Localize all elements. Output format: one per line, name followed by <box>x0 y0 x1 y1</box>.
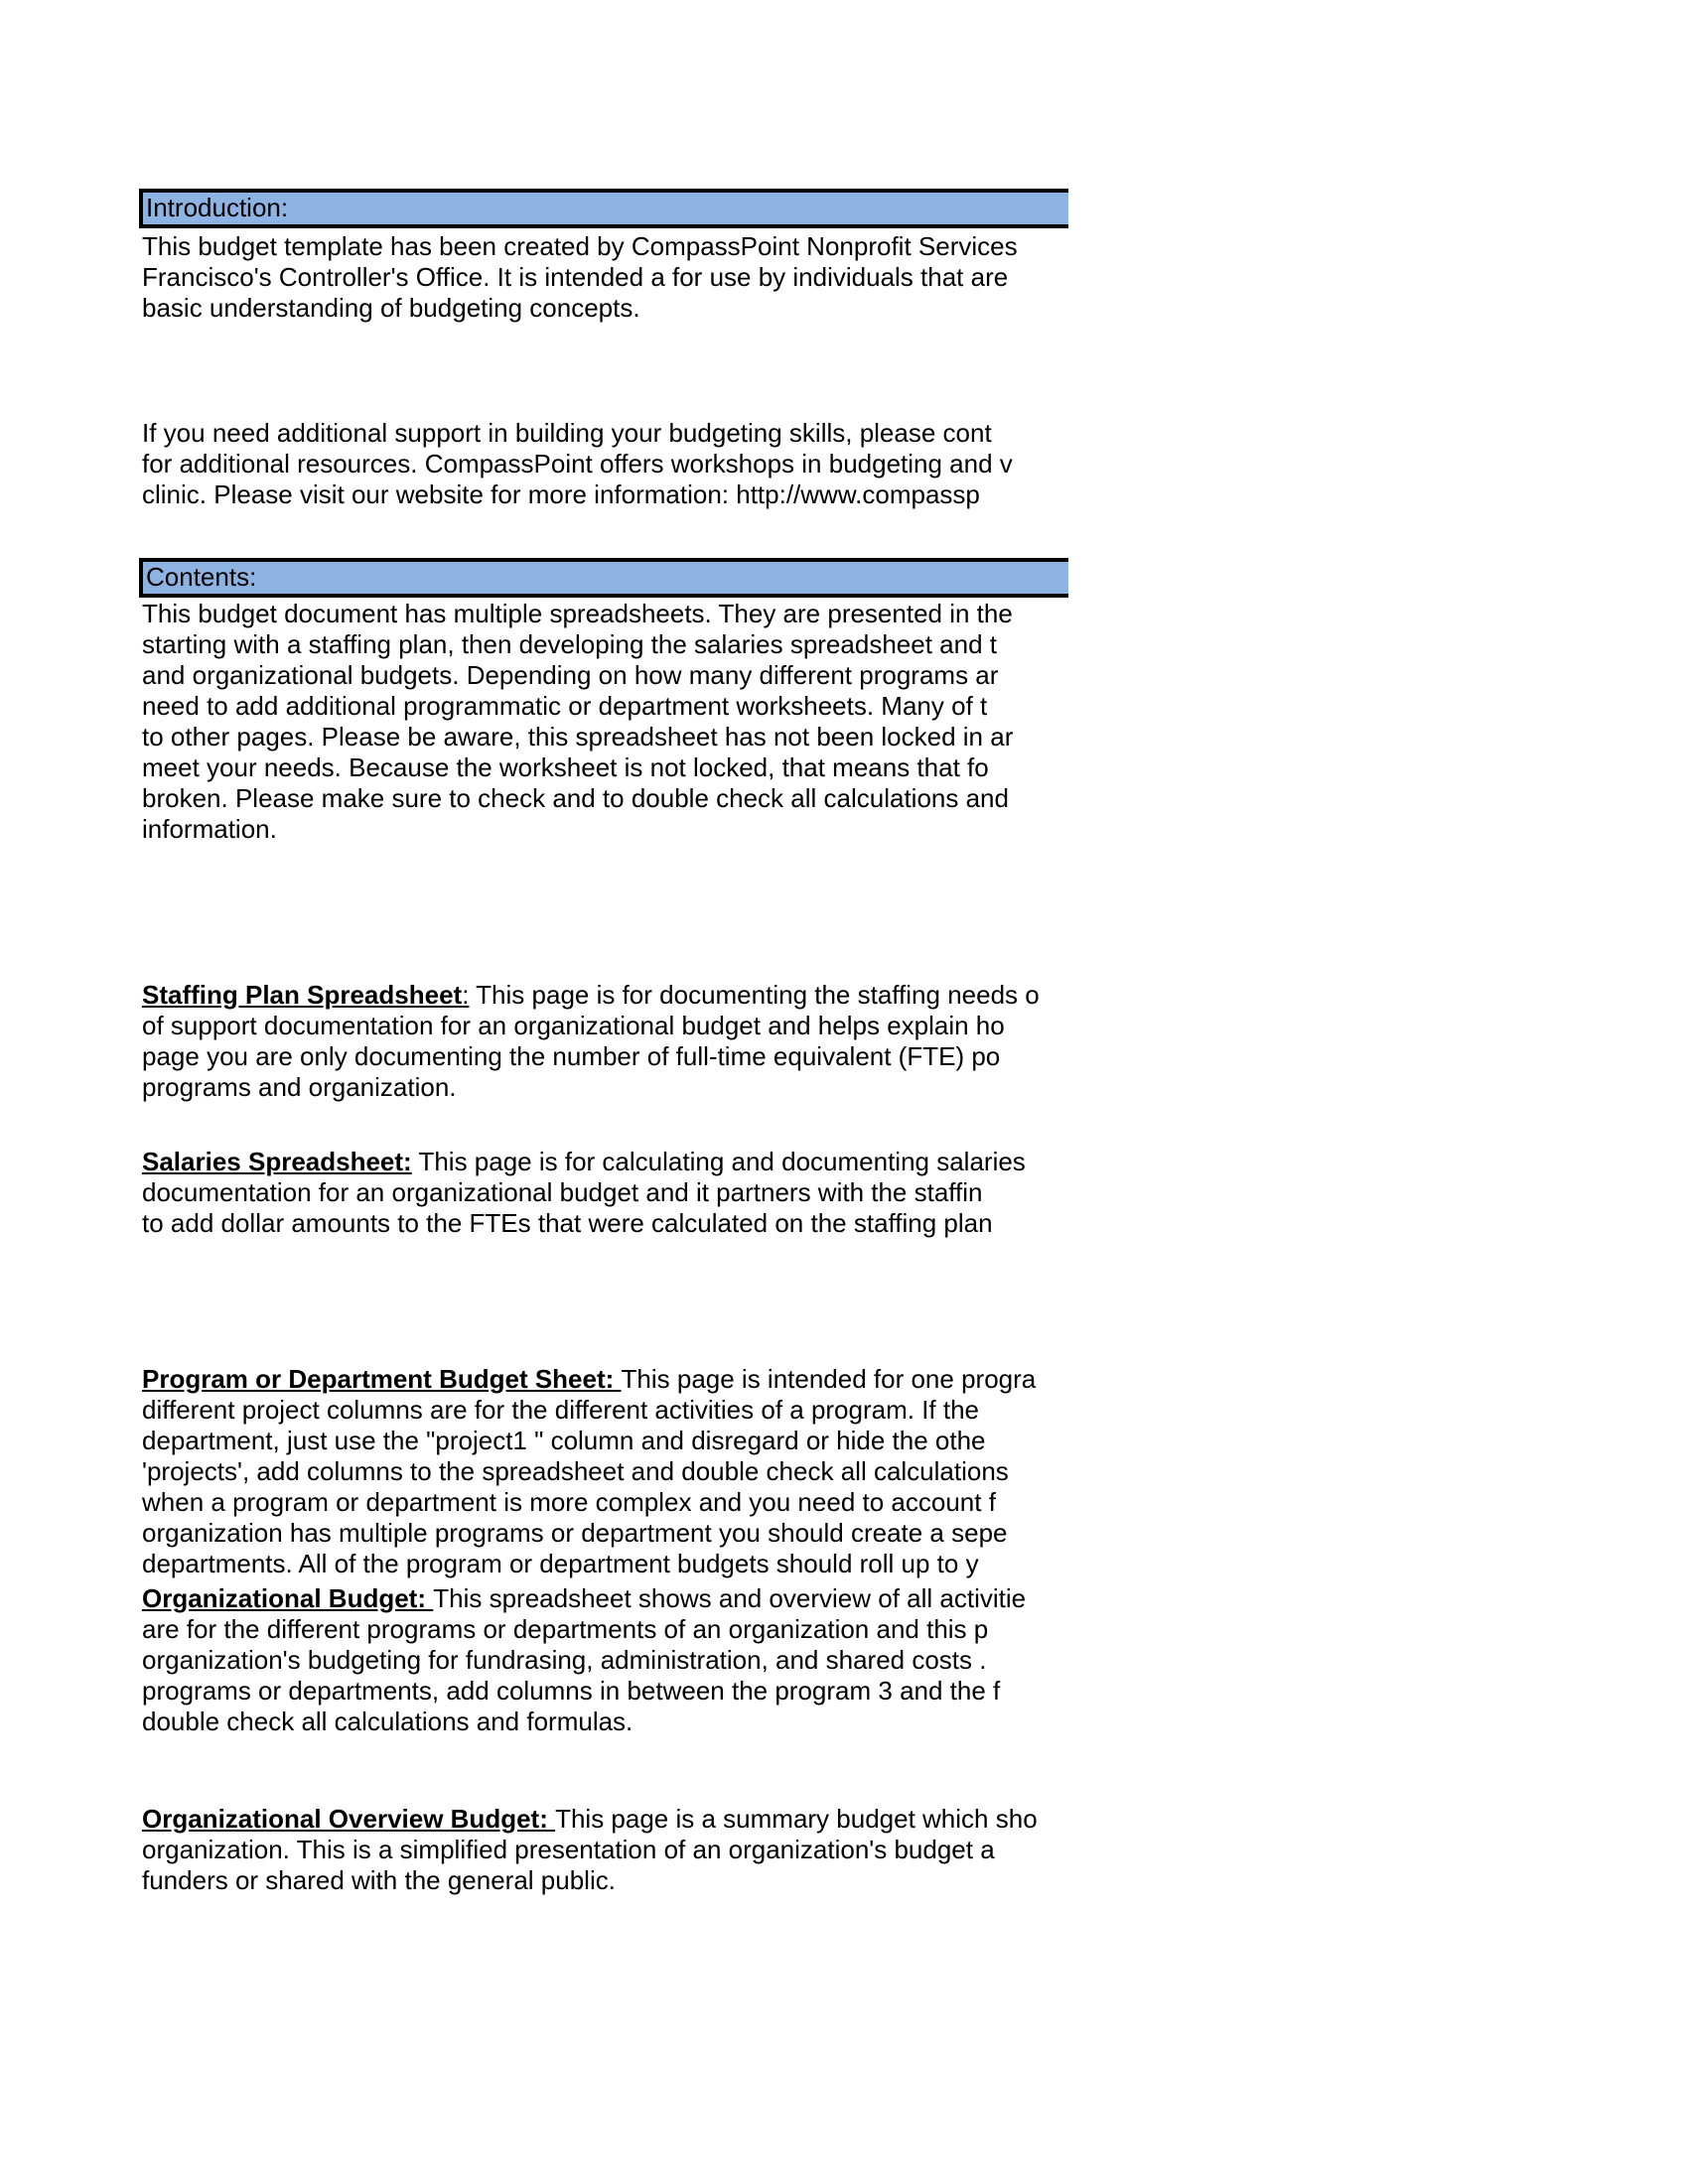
text-line: are for the different programs or departments of an organization and this p <box>142 1614 989 1644</box>
contents-paragraph <box>142 599 1068 845</box>
text-line: This budget document has multiple spreadsheets. They are presented in the <box>142 599 1013 628</box>
text-line: information. <box>142 814 277 844</box>
text-line: to other pages. Please be aware, this spreadsheet has not been locked in ar <box>142 722 1014 751</box>
overview-budget-heading: Organizational Overview Budget: <box>142 1804 556 1834</box>
organizational-budget-heading: Organizational Budget: <box>142 1583 434 1613</box>
overview-budget-text: This page is a summary budget which sho <box>555 1804 1038 1834</box>
staffing-plan-heading: Staffing Plan Spreadsheet <box>142 980 463 1010</box>
text-line: need to add additional programmatic or department worksheets. Many of t <box>142 691 988 721</box>
text-line: If you need additional support in building your budgeting skills, please cont <box>142 418 992 448</box>
text-line: meet your needs. Because the worksheet is not locked, that means that fo <box>142 752 989 782</box>
staffing-plan-first-line <box>142 980 1068 1011</box>
staffing-plan-text: This page is for documenting the staffing needs o <box>469 980 1040 1010</box>
text-line: when a program or department is more complex and you need to account f <box>142 1487 996 1517</box>
organizational-budget-text: This spreadsheet shows and overview of all activitie <box>433 1583 1027 1613</box>
introduction-header-label: Introduction: <box>146 193 289 222</box>
text-line: and organizational budgets. Depending on how many different programs ar <box>142 660 999 690</box>
text-line: of support documentation for an organizational budget and helps explain ho <box>142 1011 1005 1040</box>
introduction-paragraph-2 <box>142 418 1068 510</box>
text-line: department, just use the "project1 " column and disregard or hide the othe <box>142 1426 986 1455</box>
introduction-paragraph-1 <box>142 231 1068 324</box>
text-line: programs and organization. <box>142 1072 457 1102</box>
contents-header <box>139 558 1068 598</box>
text-line: documentation for an organizational budget and it partners with the staffin <box>142 1177 983 1207</box>
staffing-plan-heading-colon: : <box>462 980 470 1010</box>
text-line: to add dollar amounts to the FTEs that were calculated on the staffing plan <box>142 1208 993 1238</box>
text-line: organization has multiple programs or department you should create a sepe <box>142 1518 1008 1548</box>
text-line: different project columns are for the different activities of a program. If the <box>142 1395 980 1425</box>
text-line: 'projects', add columns to the spreadsheet and double check all calculations <box>142 1456 1009 1486</box>
text-line: This budget template has been created by CompassPoint Nonprofit Services <box>142 231 1018 261</box>
text-line: organization's budgeting for fundrasing, administration, and shared costs . <box>142 1645 987 1675</box>
text-line: basic understanding of budgeting concepts. <box>142 293 640 323</box>
text-line: starting with a staffing plan, then developing the salaries spreadsheet and t <box>142 629 997 659</box>
text-line: Francisco's Controller's Office. It is intended a for use by individuals that are <box>142 262 1009 292</box>
salaries-first-line <box>142 1147 1068 1177</box>
staffing-plan-section <box>142 980 1068 1103</box>
program-budget-section <box>142 1364 1068 1579</box>
program-budget-heading: Program or Department Budget Sheet: <box>142 1364 622 1394</box>
text-line: organization. This is a simplified presentation of an organization's budget a <box>142 1835 995 1864</box>
overview-budget-section <box>142 1804 1068 1896</box>
contents-header-label: Contents: <box>146 562 257 592</box>
program-budget-first-line <box>142 1364 1068 1395</box>
text-line: funders or shared with the general public. <box>142 1865 616 1895</box>
salaries-section <box>142 1147 1068 1239</box>
text-line: clinic. Please visit our website for more information: http://www.compassp <box>142 479 980 509</box>
text-line: double check all calculations and formulas. <box>142 1706 633 1736</box>
budget-instructions-sheet <box>139 0 1068 2184</box>
text-line: broken. Please make sure to check and to double check all calculations and <box>142 783 1009 813</box>
overview-budget-first-line <box>142 1804 1068 1835</box>
organizational-budget-first-line <box>142 1583 1068 1614</box>
program-budget-text: This page is intended for one progra <box>621 1364 1037 1394</box>
text-line: for additional resources. CompassPoint offers workshops in budgeting and v <box>142 449 1013 478</box>
salaries-text: This page is for calculating and documenting salaries <box>411 1147 1026 1176</box>
text-line: departments. All of the program or department budgets should roll up to y <box>142 1549 979 1578</box>
introduction-header <box>139 189 1068 228</box>
organizational-budget-section <box>142 1583 1068 1737</box>
text-line: page you are only documenting the number of full-time equivalent (FTE) po <box>142 1041 1001 1071</box>
salaries-heading: Salaries Spreadsheet: <box>142 1147 412 1176</box>
text-line: programs or departments, add columns in between the program 3 and the f <box>142 1676 1001 1706</box>
